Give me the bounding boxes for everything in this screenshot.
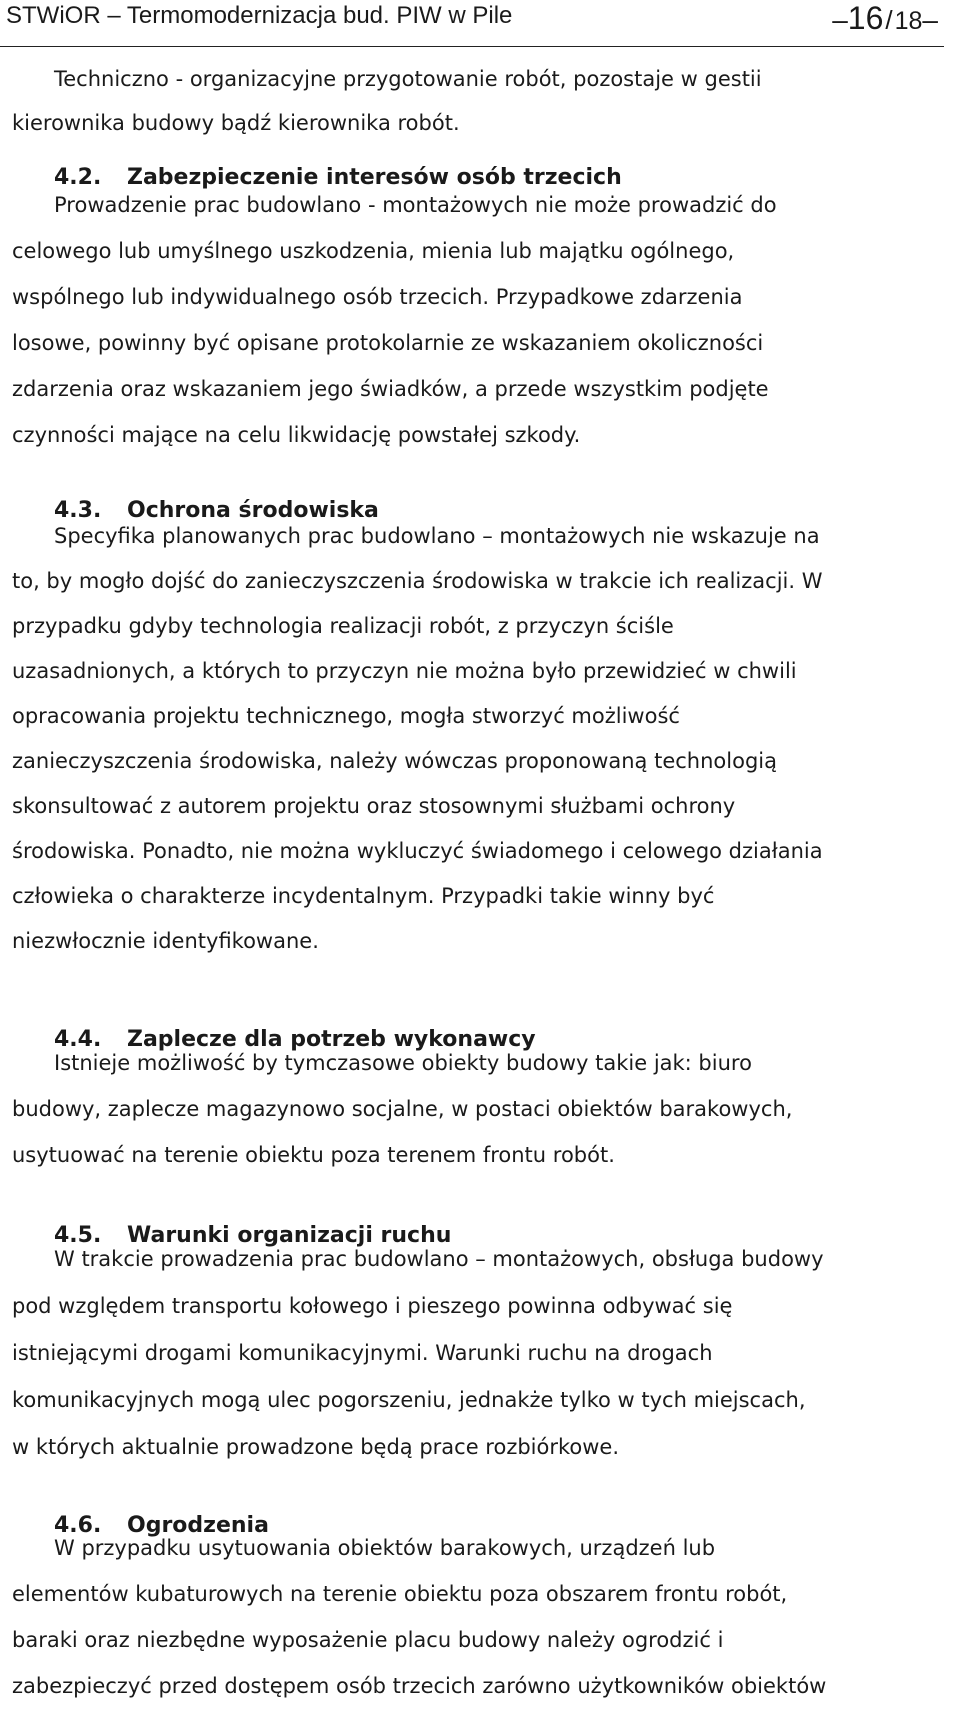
page-number-current: 16	[847, 0, 884, 36]
page-number-total: 18	[894, 7, 923, 35]
section-number: 4.3.	[54, 498, 102, 523]
paragraph-line: losowe, powinny być opisane protokolarnie ze wskazaniem okoliczności	[12, 331, 764, 355]
paragraph-line: zabezpieczyć przed dostępem osób trzecich zarówno użytkowników obiektów	[12, 1674, 827, 1698]
paragraph-line: zanieczyszczenia środowiska, należy wówczas proponowaną technologią	[12, 749, 777, 773]
paragraph-line: komunikacyjnych mogą ulec pogorszeniu, jednakże tylko w tych miejscach,	[12, 1388, 806, 1412]
page-number-dash-right: –	[922, 4, 938, 35]
paragraph-line: wspólnego lub indywidualnego osób trzecich. Przypadkowe zdarzenia	[12, 285, 743, 309]
paragraph-line: Specyfika planowanych prac budowlano – montażowych nie wskazuje na	[54, 524, 820, 548]
section-title: Ogrodzenia	[127, 1513, 269, 1538]
page-number-dash-left: –	[832, 4, 848, 35]
paragraph-line: elementów kubaturowych na terenie obiektu poza obszarem frontu robót,	[12, 1582, 788, 1606]
paragraph-line: zdarzenia oraz wskazaniem jego świadków, a przede wszystkim podjęte	[12, 377, 769, 401]
section-number: 4.5.	[54, 1223, 102, 1248]
paragraph-line: Prowadzenie prac budowlano - montażowych nie może prowadzić do	[54, 193, 777, 217]
intro-paragraph	[12, 57, 956, 145]
section-number: 4.4.	[54, 1027, 102, 1052]
paragraph-line: kierownika budowy bądź kierownika robót.	[12, 111, 460, 135]
paragraph-line: Techniczno - organizacyjne przygotowanie robót, pozostaje w gestii	[54, 67, 762, 91]
page-number	[832, 0, 938, 37]
paragraph-line: budowy, zaplecze magazynowo socjalne, w postaci obiektów barakowych,	[12, 1097, 793, 1121]
section-title: Ochrona środowiska	[127, 498, 379, 523]
paragraph-line: uzasadnionych, a których to przyczyn nie można było przewidzieć w chwili	[12, 659, 797, 683]
paragraph-line: skonsultować z autorem projektu oraz stosownymi służbami ochrony	[12, 794, 736, 818]
paragraph-line: w których aktualnie prowadzone będą prace rozbiórkowe.	[12, 1435, 620, 1459]
section-body-4-4	[12, 1040, 956, 1178]
section-title: Warunki organizacji ruchu	[127, 1223, 452, 1248]
section-number: 4.2.	[54, 165, 102, 190]
paragraph-line: W przypadku usytuowania obiektów barakowych, urządzeń lub	[54, 1536, 716, 1560]
paragraph-line: istniejącymi drogami komunikacyjnymi. Warunki ruchu na drogach	[12, 1341, 713, 1365]
paragraph-line: niezwłocznie identyfikowane.	[12, 929, 319, 953]
paragraph-line: to, by mogło dojść do zanieczyszczenia środowiska w trakcie ich realizacji. W	[12, 569, 823, 593]
paragraph-line: opracowania projektu technicznego, mogła stworzyć możliwość	[12, 704, 680, 728]
paragraph-line: celowego lub umyślnego uszkodzenia, mienia lub majątku ogólnego,	[12, 239, 735, 263]
section-body-4-2	[12, 182, 956, 458]
section-body-4-5	[12, 1236, 956, 1471]
paragraph-line: usytuować na terenie obiektu poza terenem frontu robót.	[12, 1143, 615, 1167]
page-number-separator: /	[885, 5, 893, 35]
document-title: STWiOR – Termomodernizacja bud. PIW w Pile	[6, 2, 513, 29]
paragraph-line: środowiska. Ponadto, nie można wykluczyć świadomego i celowego działania	[12, 839, 823, 863]
paragraph-line: pod względem transportu kołowego i pieszego powinna odbywać się	[12, 1294, 733, 1318]
paragraph-line: czynności mające na celu likwidację powstałej szkody.	[12, 423, 581, 447]
page-header	[0, 0, 944, 47]
paragraph-line: człowieka o charakterze incydentalnym. Przypadki takie winny być	[12, 884, 715, 908]
paragraph-line: W trakcie prowadzenia prac budowlano – montażowych, obsługa budowy	[54, 1247, 824, 1271]
section-title: Zabezpieczenie interesów osób trzecich	[127, 165, 622, 190]
section-body-4-3	[12, 514, 956, 964]
section-body-4-6	[12, 1525, 956, 1709]
section-number: 4.6.	[54, 1513, 102, 1538]
paragraph-line: przypadku gdyby technologia realizacji robót, z przyczyn ściśle	[12, 614, 674, 638]
paragraph-line: Istnieje możliwość by tymczasowe obiekty budowy takie jak: biuro	[54, 1051, 752, 1075]
section-title: Zaplecze dla potrzeb wykonawcy	[127, 1027, 536, 1052]
paragraph-line: baraki oraz niezbędne wyposażenie placu budowy należy ogrodzić i	[12, 1628, 724, 1652]
